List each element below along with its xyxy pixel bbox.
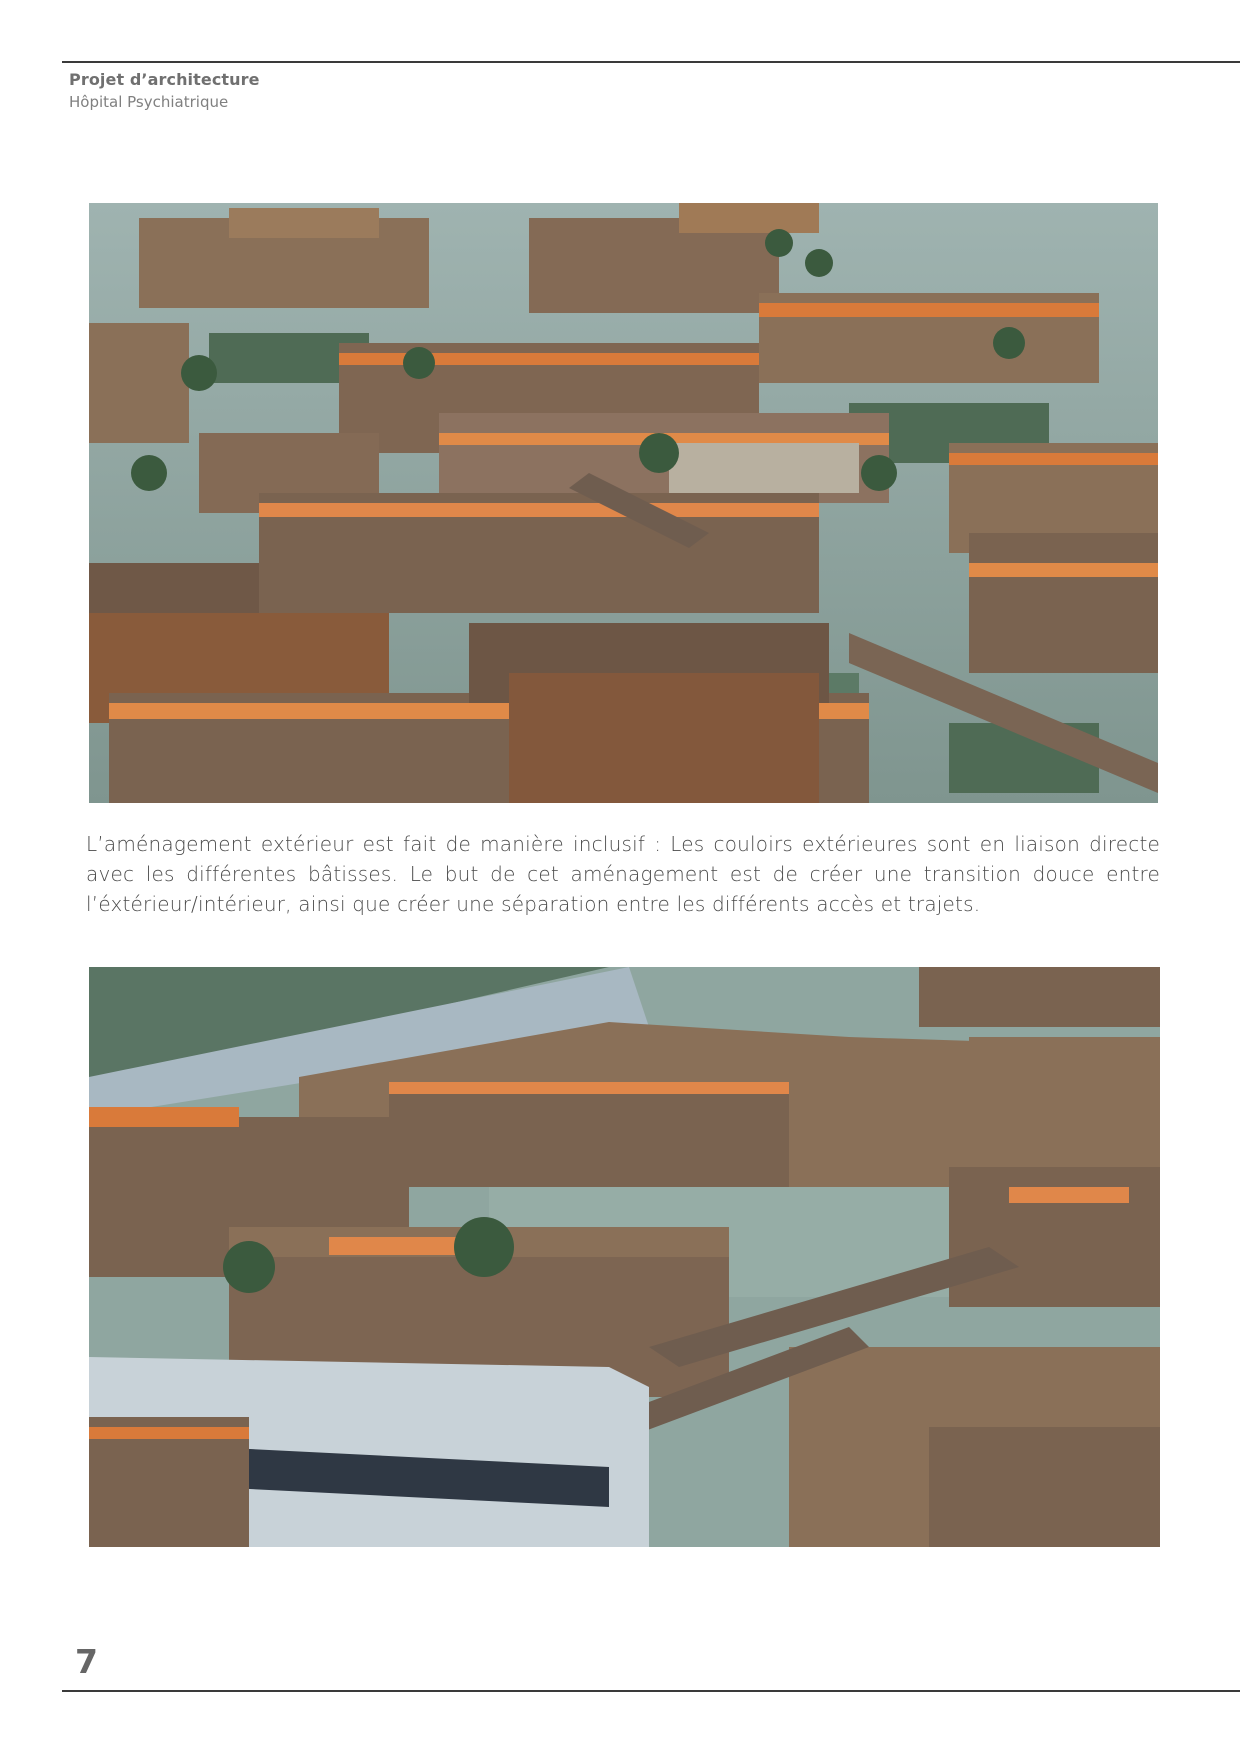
- page-number: 7: [75, 1642, 98, 1681]
- aerial-render-top-graphic: [89, 203, 1158, 803]
- close-render-bottom: [89, 967, 1160, 1547]
- footer-rule: [62, 1690, 1240, 1692]
- close-render-bottom-graphic: [89, 967, 1160, 1547]
- render-caption: L’aménagement extérieur est fait de manière inclusif : Les couloirs extérieures sont en liaison directe avec les différentes bâtisses. Le but de cet aménagement est de créer une transition douce entre l’éxtérieur/intérieur, ainsi que créer une séparation entre les différents accès et trajets.: [86, 832, 1160, 916]
- header-rule: [62, 61, 1240, 63]
- aerial-render-top: [89, 203, 1158, 803]
- project-title: Projet d’architecture: [69, 70, 260, 89]
- project-subtitle: Hôpital Psychiatrique: [69, 93, 229, 111]
